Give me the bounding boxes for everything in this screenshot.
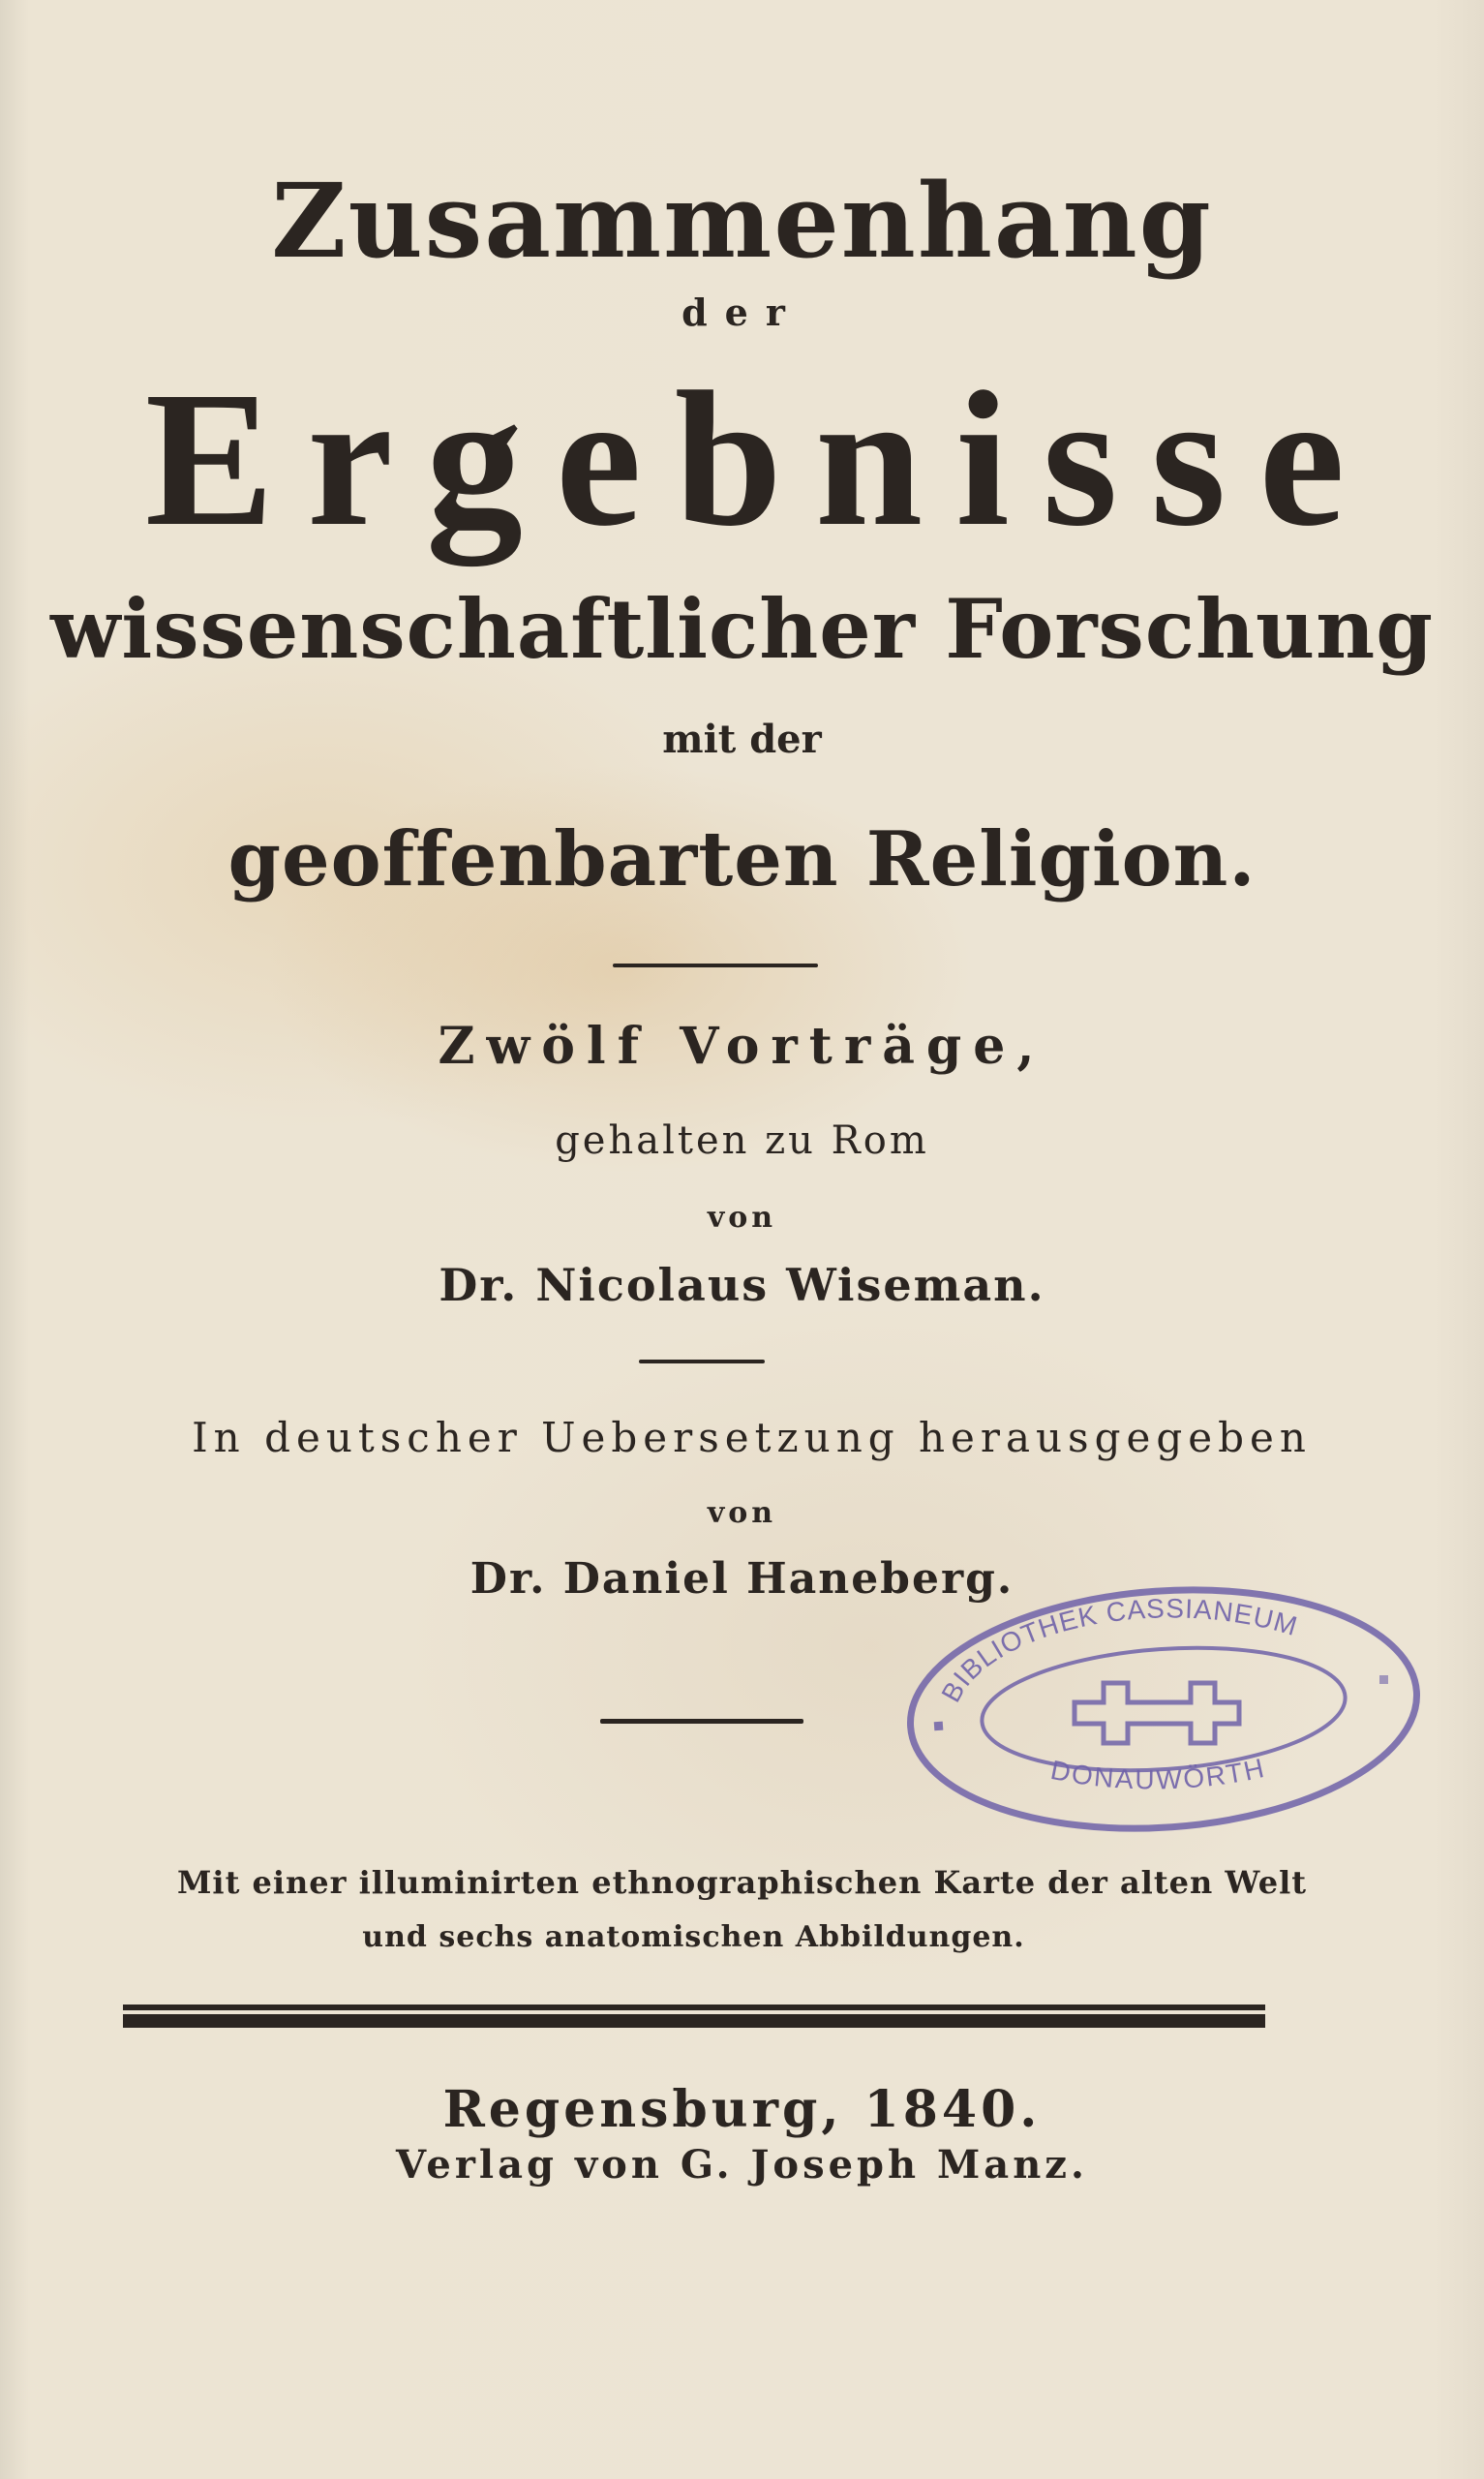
von-1: von [707, 1201, 777, 1235]
title-mit-der: mit der [662, 717, 822, 762]
publisher: Verlag von G. Joseph Manz. [396, 2142, 1088, 2188]
note-line-2: und sechs anatomischen Abbildungen. [362, 1920, 1025, 1954]
note-line-1: Mit einer illuminirten ethnographischen Karte der alten Welt [176, 1864, 1307, 1901]
divider-rule-3 [600, 1719, 803, 1724]
von-2: von [707, 1496, 777, 1530]
title-line-3: wissenschaftlicher Forschung [50, 581, 1434, 677]
editor-name: Dr. Daniel Haneberg. [469, 1554, 1015, 1604]
subtitle: Zwölf Vorträge, [438, 1017, 1046, 1076]
title-line-4: geoffenbarten Religion. [227, 815, 1257, 903]
library-stamp [895, 1578, 1433, 1840]
author-name: Dr. Nicolaus Wiseman. [439, 1259, 1045, 1311]
stamp-cross-icon [1075, 1683, 1239, 1743]
subtitle-place: gehalten zu Rom [555, 1118, 929, 1163]
stamp-top-text: BIBLIOTHEK CASSIANEUM [935, 1593, 1302, 1707]
title-der: der [681, 291, 803, 334]
divider-rule-2 [639, 1360, 765, 1363]
title-line-1: Zusammenhang [271, 160, 1213, 281]
bottom-double-rule [123, 2005, 1265, 2034]
stamp-bottom-text: DONAUWÖRTH [1047, 1752, 1269, 1795]
divider-rule-1 [613, 964, 818, 967]
title-line-2: Ergebnisse [144, 352, 1378, 566]
place-year: Regensburg, 1840. [442, 2080, 1042, 2139]
translation-line: In deutscher Uebersetzung herausgegeben [192, 1414, 1312, 1461]
